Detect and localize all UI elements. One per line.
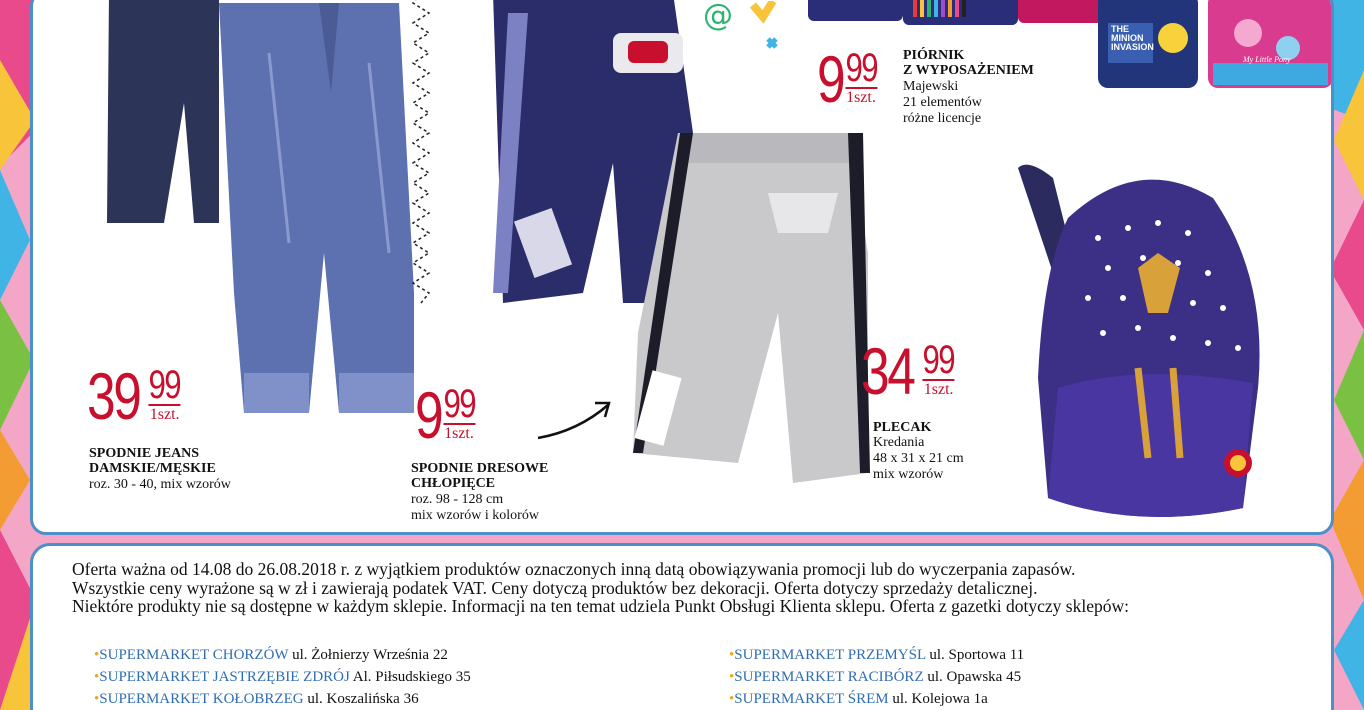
backpack-name-line1: PLECAK xyxy=(873,420,932,435)
pencil-case-image xyxy=(808,0,1334,103)
backpack-image xyxy=(1008,158,1273,523)
price-unit: 1szt. xyxy=(923,381,954,398)
store-name: SUPERMARKET JASTRZĘBIE ZDRÓJ xyxy=(99,669,350,685)
store-name: SUPERMARKET ŚREM xyxy=(734,691,889,707)
bullet-icon: • xyxy=(729,669,735,685)
backpack-desc-line1: Kredania xyxy=(873,435,925,450)
track-pants-price xyxy=(415,378,479,452)
offer-terms-line3: Niektóre produkty nie są dostępne w każdym sklepie. Informacji na ten temat udziela Punkt Obsługi Klienta sklepu. Oferta z gazetki dotyczy sklepów: xyxy=(72,596,1129,616)
price-cents: 99 xyxy=(148,363,181,407)
price-unit: 1szt. xyxy=(149,406,180,423)
store-item xyxy=(94,647,448,663)
price-unit: 1szt. xyxy=(444,425,474,442)
offer-terms xyxy=(72,560,1129,616)
store-item xyxy=(729,647,1024,663)
pencil-case-desc-line1: Majewski xyxy=(903,79,959,94)
minion-label: THE MINION INVASION xyxy=(1111,24,1154,52)
jeans-desc-line1: roz. 30 - 40, mix wzorów xyxy=(89,477,231,492)
zigzag-divider xyxy=(409,0,433,313)
track-pants-desc-line1: roz. 98 - 128 cm xyxy=(411,492,504,507)
bullet-icon: • xyxy=(729,691,735,707)
store-name: SUPERMARKET KOŁOBRZEG xyxy=(99,691,304,707)
store-item xyxy=(94,691,419,707)
store-name: SUPERMARKET RACIBÓRZ xyxy=(734,669,924,685)
backpack-desc-line3: mix wzorów xyxy=(873,467,944,482)
price-cents: 99 xyxy=(922,338,955,382)
bullet-icon: • xyxy=(94,669,100,685)
store-address: Al. Piłsudskiego 35 xyxy=(352,669,471,685)
svg-text:@: @ xyxy=(703,1,733,33)
jeans-name-line2: DAMSKIE/MĘSKIE xyxy=(89,461,216,476)
pencil-case-desc-line3: różne licencje xyxy=(903,111,982,126)
jeans-name-line1: SPODNIE JEANS xyxy=(89,446,200,461)
store-item xyxy=(729,691,988,707)
arrow-icon xyxy=(533,393,618,443)
store-item xyxy=(94,669,471,685)
products-panel xyxy=(30,0,1334,535)
bullet-icon: • xyxy=(94,647,100,663)
track-pants-name-line1: SPODNIE DRESOWE xyxy=(411,461,549,476)
store-address: ul. Koszalińska 36 xyxy=(307,691,419,707)
store-name: SUPERMARKET PRZEMYŚL xyxy=(734,647,926,663)
pencil-case-desc-line2: 21 elementów xyxy=(903,95,982,110)
decoration-icon xyxy=(703,1,813,61)
price-unit: 1szt. xyxy=(846,89,876,106)
store-item xyxy=(729,669,1021,685)
pony-label: My Little Pony xyxy=(1243,55,1291,64)
store-address: ul. Żołnierzy Września 22 xyxy=(292,647,448,663)
store-address: ul. Sportowa 11 xyxy=(929,647,1025,663)
pencil-case-name-line1: PIÓRNIK xyxy=(903,48,965,63)
pencil-case-price xyxy=(817,42,881,116)
store-name: SUPERMARKET CHORZÓW xyxy=(99,647,289,663)
bullet-icon: • xyxy=(729,647,735,663)
backpack-desc-line2: 48 x 31 x 21 cm xyxy=(873,451,964,466)
offer-terms-line1: Oferta ważna od 14.08 do 26.08.2018 r. z wyjątkiem produktów oznaczonych inną datą obowiązywania promocji lub do wyczerpania zapasów. xyxy=(72,559,1076,579)
offer-terms-line2: Wszystkie ceny wyrażone są w zł i zawierają podatek VAT. Ceny dotyczą produktów bez dekoracji. Oferta dotyczy sprzedaży detalicznej. xyxy=(72,577,1038,598)
price-cents: 99 xyxy=(443,382,475,426)
price-main: 39 xyxy=(87,359,140,433)
store-address: ul. Opawska 45 xyxy=(927,669,1022,685)
price-main: 9 xyxy=(415,378,442,452)
price-cents: 99 xyxy=(845,46,877,90)
track-pants-desc-line2: mix wzorów i kolorów xyxy=(411,508,539,523)
bullet-icon: • xyxy=(94,691,100,707)
backpack-price xyxy=(861,334,959,408)
store-address: ul. Kolejowa 1a xyxy=(892,691,988,707)
pencil-case-name-line2: Z WYPOSAŻENIEM xyxy=(903,63,1034,78)
price-main: 9 xyxy=(817,42,844,116)
grey-track-pants-image xyxy=(598,133,878,493)
price-main: 34 xyxy=(861,334,914,408)
track-pants-name-line2: CHŁOPIĘCE xyxy=(411,476,496,491)
jeans-price xyxy=(87,359,185,433)
